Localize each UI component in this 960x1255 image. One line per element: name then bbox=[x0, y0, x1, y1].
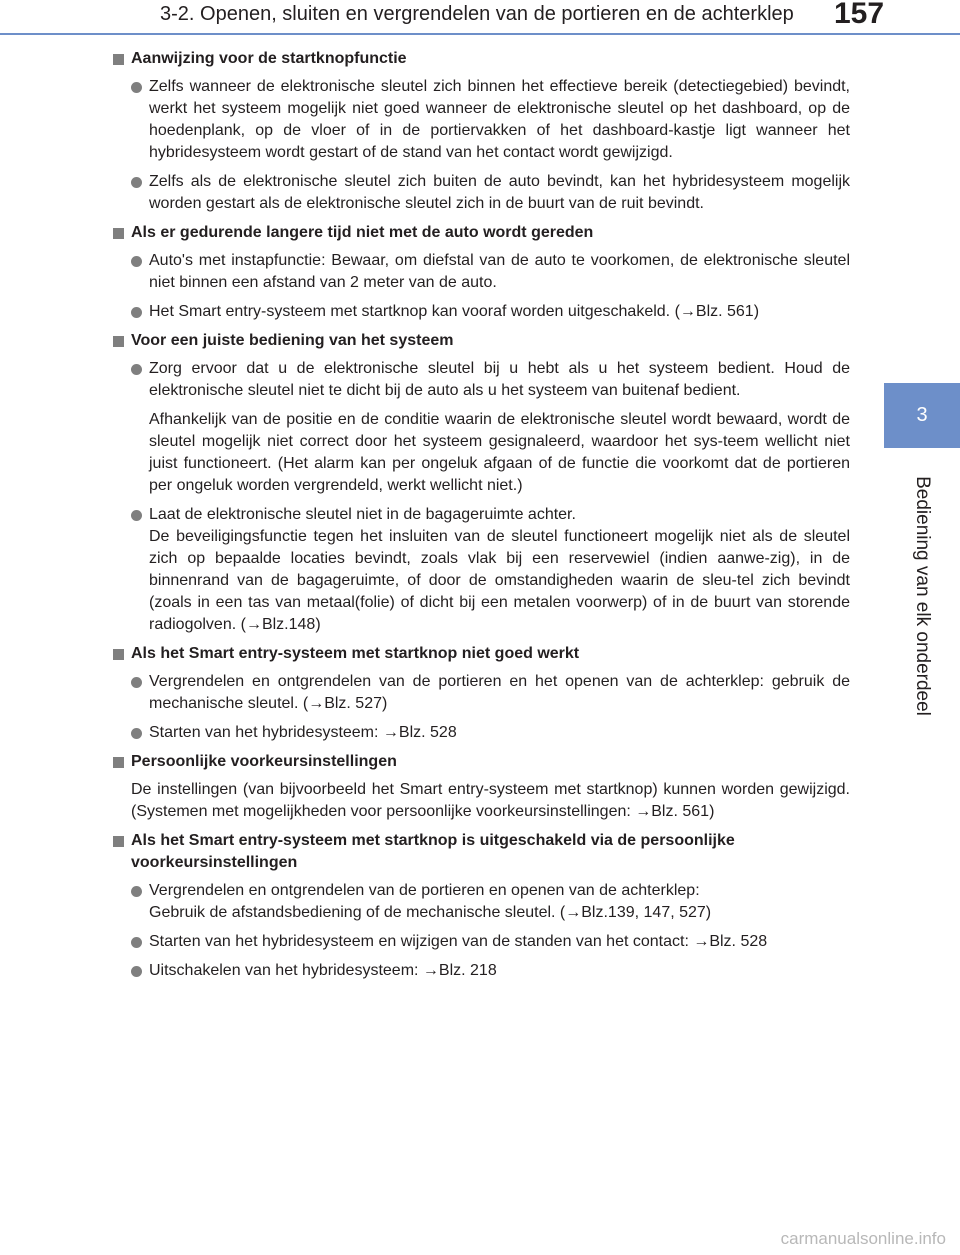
section-juiste-bediening bbox=[112, 330, 850, 636]
header-rule bbox=[0, 33, 960, 35]
bullet-item: Starten van het hybridesysteem en wijzigen van de standen van het contact: →Blz. 528 bbox=[112, 931, 850, 953]
section-heading: Persoonlijke voorkeursinstellingen bbox=[112, 751, 850, 773]
bullet-item: Vergrendelen en ontgrendelen van de portieren en het openen van de achterklep: gebruik de mechanische sleutel. (→Blz. 527) bbox=[112, 671, 850, 715]
bullet-line: Laat de elektronische sleutel niet in de bagageruimte achter. bbox=[149, 506, 576, 523]
page-number: 157 bbox=[834, 0, 885, 30]
section-heading: Als er gedurende langere tijd niet met de auto wordt gereden bbox=[112, 222, 850, 244]
section-niet-goed-werkt bbox=[112, 643, 850, 744]
bullet-continuation: Gebruik de afstandsbediening of de mechanische sleutel. (→Blz.139, 147, 527) bbox=[149, 904, 712, 921]
page-content bbox=[112, 48, 850, 989]
chapter-side-label: Bediening van elk onderdeel bbox=[912, 476, 933, 716]
section-heading: Aanwijzing voor de startknopfunctie bbox=[112, 48, 850, 70]
bullet-item: Uitschakelen van het hybridesysteem: →Blz. 218 bbox=[112, 960, 850, 982]
bullet-item: Zelfs wanneer de elektronische sleutel zich binnen het effectieve bereik (detectiegebied) bevindt, werkt het systeem mogelijk niet goed wanneer de elektronische sleutel op het dashboard, op de hoedenplank, op de vloer of in de portiervakken of het dashboard-kastje ligt wanneer het hybridesysteem wordt gestart of de stand van het contact wordt gewijzigd. bbox=[112, 76, 850, 164]
watermark: carmanualsonline.info bbox=[780, 1229, 946, 1248]
section-heading: Als het Smart entry-systeem met startknop niet goed werkt bbox=[112, 643, 850, 665]
section-startknop bbox=[112, 48, 850, 215]
page-header bbox=[0, 0, 960, 40]
bullet-item: Auto's met instapfunctie: Bewaar, om diefstal van de auto te voorkomen, de elektronische sleutel niet binnen een afstand van 2 meter van de auto. bbox=[112, 250, 850, 294]
paragraph: Afhankelijk van de positie en de conditie waarin de elektronische sleutel wordt bewaard, wordt de sleutel mogelijk niet correct door het systeem gesignaleerd, waardoor het sys-teem wellicht niet juist functioneert. (Het alarm kan per ongeluk afgaan of de functie die voorkomt dat de portieren per ongeluk worden vergrendeld, werkt wellicht niet.) bbox=[149, 411, 850, 494]
chapter-title: 3-2. Openen, sluiten en vergrendelen van de portieren en de achterklep bbox=[160, 3, 794, 25]
section-voorkeursinstellingen bbox=[112, 751, 850, 823]
bullet-item: Het Smart entry-systeem met startknop kan vooraf worden uitgeschakeld. (→Blz. 561) bbox=[112, 301, 850, 323]
paragraph: De instellingen (van bijvoorbeeld het Smart entry-systeem met startknop) kunnen worden gewijzigd. (Systemen met mogelijkheden voor persoonlijke voorkeursinstellingen: →Blz. 561) bbox=[131, 781, 850, 820]
section-niet-gereden bbox=[112, 222, 850, 323]
bullet-item: Zorg ervoor dat u de elektronische sleutel bij u hebt als u het systeem bedient. Houd de elektronische sleutel niet te dicht bij de auto als u het systeem van buitenaf bedient. bbox=[112, 358, 850, 402]
bullet-continuation: De beveiligingsfunctie tegen het insluiten van de sleutel functioneert mogelijk niet als de sleutel zich op bepaalde locaties bevindt, zoals vlak bij een reservewiel (indien aanwe-zig), in de binnenrand van de bagageruimte, of door de omstandigheden waarin de sleu-tel zich bevindt (zoals in een tas van metaal(folie) of dicht bij een metalen voorwerp) of in de buurt van storende radiogolven. (→Blz.148) bbox=[149, 528, 850, 633]
section-heading: Als het Smart entry-systeem met startknop is uitgeschakeld via de persoonlijke voorkeursinstellingen bbox=[112, 830, 850, 874]
section-uitgeschakeld bbox=[112, 830, 850, 982]
bullet-item bbox=[112, 504, 850, 636]
chapter-number: 3 bbox=[916, 404, 928, 426]
bullet-item: Starten van het hybridesysteem: →Blz. 528 bbox=[112, 722, 850, 744]
section-heading: Voor een juiste bediening van het systeem bbox=[112, 330, 850, 352]
chapter-tab bbox=[884, 383, 960, 448]
bullet-item bbox=[112, 880, 850, 924]
bullet-item: Zelfs als de elektronische sleutel zich buiten de auto bevindt, kan het hybridesysteem mogelijk worden gestart als de elektronische sleutel zich in de buurt van de ruit bevindt. bbox=[112, 171, 850, 215]
bullet-line: Vergrendelen en ontgrendelen van de portieren en openen van de achterklep: bbox=[149, 882, 700, 899]
